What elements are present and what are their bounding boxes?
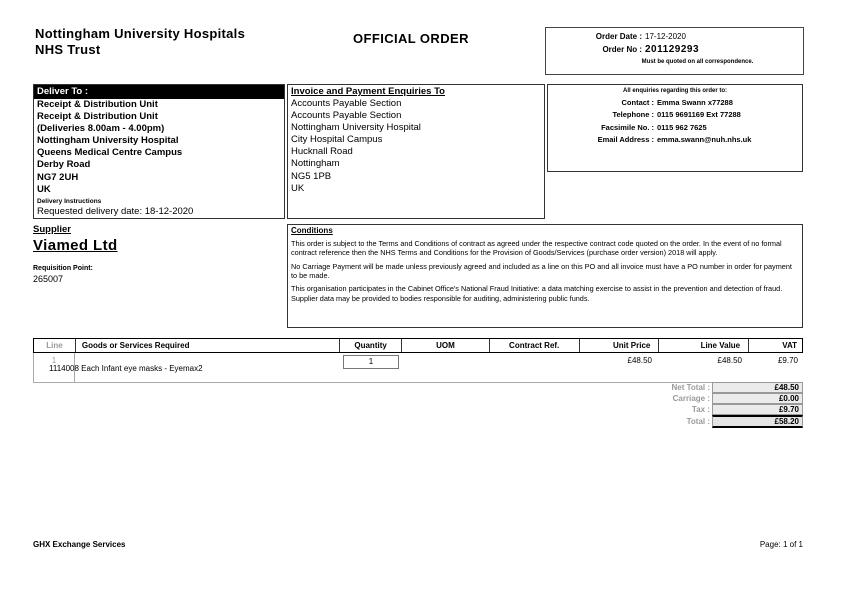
col-header-line-value: Line Value [659,339,749,352]
deliver-to-line: Queens Medical Centre Campus [37,147,183,159]
deliver-to-box [33,84,285,219]
order-date-value: 17-12-2020 [645,32,686,41]
grand-total-value: £58.20 [712,415,803,428]
deliver-to-line: Receipt & Distribution Unit [37,111,158,123]
col-header-contract-ref: Contract Ref. [490,339,580,352]
delivery-instructions-label: Delivery Instructions [37,197,102,205]
facsimile-label: Facsimile No. : [601,122,654,132]
net-total-label: Net Total : [671,383,710,392]
order-no-label: Order No : [602,45,642,54]
footer-service-name: GHX Exchange Services [33,540,126,549]
grand-total-label: Total : [686,417,710,426]
cell-contract-ref [490,353,580,382]
cell-vat: £9.70 [777,356,798,365]
col-header-description: Goods or Services Required [76,339,340,352]
conditions-paragraph: This organisation participates in the Cabinet Office's National Fraud Initiative: a data matching exercise to assist in the prevention and detection of fraud. Supplier data may be provided to bodies responsible for auditing, administering public funds. [291,284,783,303]
totals-block [560,382,803,426]
quantity-value-box: 1 [343,355,399,369]
requested-delivery-date: Requested delivery date: 18-12-2020 [37,205,194,217]
deliver-to-line: Nottingham University Hospital [37,135,179,147]
order-lines-table [33,338,803,383]
col-header-vat: VAT [782,341,798,350]
deliver-to-line: NG7 2UH [37,171,79,183]
cell-line-number: 1 [33,353,75,382]
carriage-value: £0.00 [712,393,803,404]
col-header-line: Line [34,339,76,352]
invoice-to-line: City Hospital Campus [291,134,383,146]
cell-quantity [340,353,402,382]
organisation-name-line1: Nottingham University Hospitals [35,26,246,41]
carriage-label: Carriage : [672,394,710,403]
invoice-to-line: Accounts Payable Section [291,98,402,109]
organisation-name-line2: NHS Trust [35,41,101,57]
deliver-to-header: Deliver To : [34,85,284,99]
invoice-to-line: NG5 1PB [291,170,332,182]
document-title: OFFICIAL ORDER [353,31,469,46]
invoice-to-line: Accounts Payable Section [291,110,402,122]
table-header-row [33,338,803,353]
col-header-unit-price: Unit Price [580,339,660,352]
requisition-point-value: 265007 [33,274,64,284]
email-label: Email Address : [597,135,654,144]
footer-page-number: Page: 1 of 1 [759,540,803,549]
order-no-value: 201129293 [645,44,700,55]
tax-row [560,404,803,415]
supplier-name: Viamed Ltd [33,237,118,254]
invoice-to-line: UK [291,182,305,194]
deliver-to-line: Derby Road [37,159,91,171]
invoice-to-line: Nottingham [291,158,340,170]
cell-line-value: £48.50 [717,356,742,365]
enquiries-heading: All enquiries regarding this order to: [622,88,727,94]
conditions-paragraph: This order is subject to the Terms and Conditions of contract as agreed under the respective contract code quoted on the order. In the event of no formal contract reference then the NHS Terms and Conditions for the Provision of Goods/Services (purchase order version) 2018 will apply. [291,239,782,258]
conditions-title: Conditions [291,226,333,235]
facsimile-value: 0115 962 7625 [657,122,707,132]
cell-unit-price: £48.50 [627,356,652,365]
carriage-row [560,393,803,404]
contact-value: Emma Swann x77288 [657,97,733,107]
cell-uom [402,353,490,382]
email-value: emma.swann@nuh.nhs.uk [657,135,752,144]
order-date-label: Order Date : [595,32,642,41]
deliver-to-line: (Deliveries 8.00am - 4.00pm) [37,123,165,135]
invoice-enquiries-header: Invoice and Payment Enquiries To [291,86,445,97]
tax-value: £9.70 [712,404,803,415]
enquiries-box [547,84,803,172]
item-description: 1114008 Each Infant eye masks - Eyemax2 [49,364,203,373]
telephone-value: 0115 9691169 Ext 77288 [657,110,741,119]
grand-total-row [560,415,803,426]
deliver-to-line: UK [37,183,51,195]
net-total-row [560,382,803,393]
telephone-label: Telephone : [612,110,654,119]
deliver-to-line: Receipt & Distribution Unit [37,99,158,110]
contact-label: Contact : [621,97,654,107]
invoice-to-line: Hucknall Road [291,146,353,158]
invoice-to-line: Nottingham University Hospital [291,122,421,134]
requisition-point-label: Requisition Point: [33,265,93,272]
tax-label: Tax : [691,405,710,414]
net-total-value: £48.50 [712,382,803,393]
conditions-paragraph: No Carriage Payment will be made unless previously agreed and included as a line on this PO and all invoice must have a PO number in order for payment to be made. [291,261,792,280]
invoice-enquiries-box [287,84,545,219]
order-quote-note: Must be quoted on all correspondence. [641,59,754,65]
col-header-quantity: Quantity [340,339,402,352]
conditions-box [287,224,803,328]
col-header-uom: UOM [402,339,490,352]
organisation-name [35,26,245,57]
supplier-label: Supplier [33,224,72,235]
order-reference-box [545,27,804,75]
